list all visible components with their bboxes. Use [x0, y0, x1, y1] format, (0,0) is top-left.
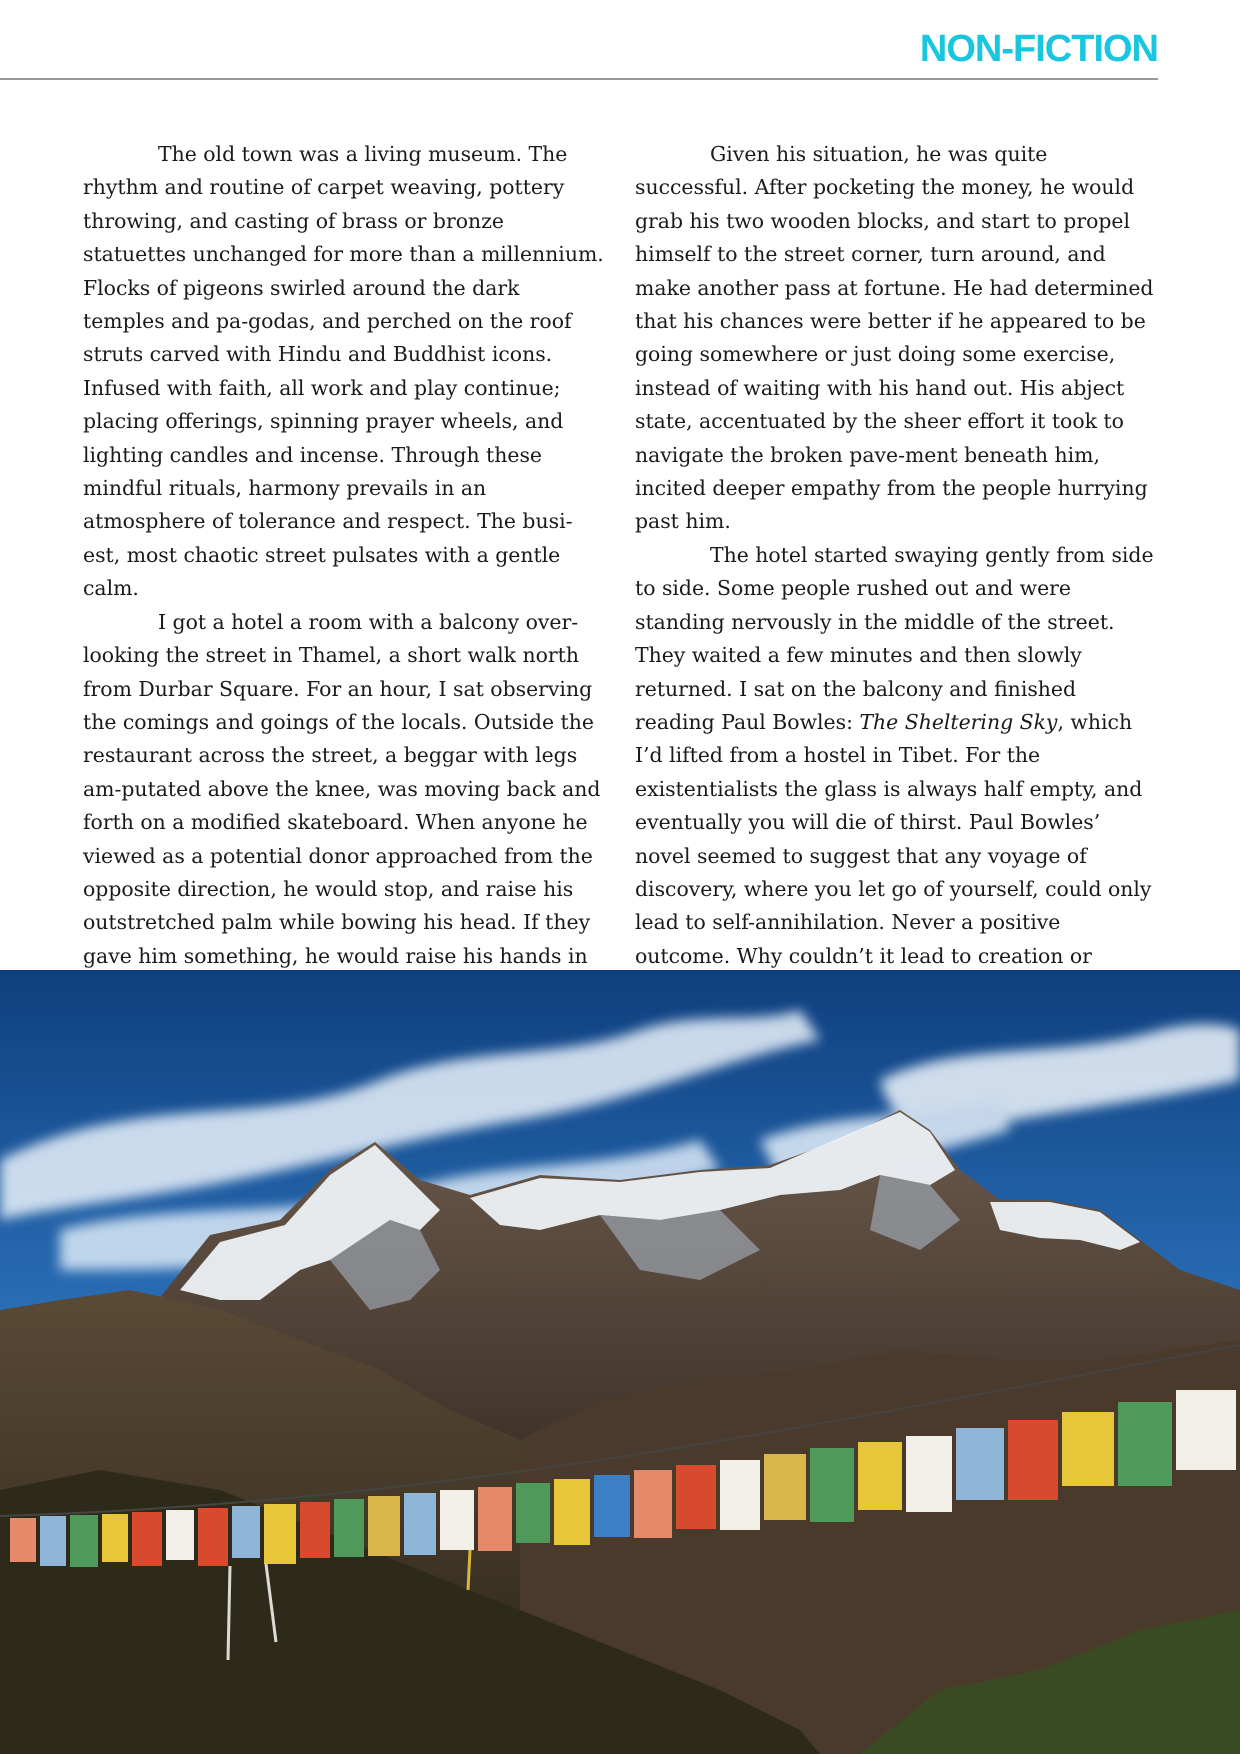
left-column [83, 138, 605, 968]
book-title: The Sheltering Sky [859, 709, 1058, 734]
mountain-photo [0, 970, 1240, 1754]
paragraph: I got a hotel a room with a balcony over-looking the street in Thamel, a short walk north from Durbar Square. For an hour, I sat observing the comings and goings of the locals. Outside the restaurant across the street, a beggar with legs am-putated above the knee, was moving back and forth on a modified skateboard. When anyone he viewed as a potential donor approached from the opposite direction, he would stop, and raise his outstretched palm while bowing his head. If they gave him something, he would raise his hands in [83, 609, 601, 968]
section-label: NON-FICTION [919, 28, 1158, 70]
paragraph: Given his situation, he was quite successful. After pocketing the money, he would grab his two wooden blocks, and start to propel himself to the street corner, turn around, and make another pass at fortune. He had determined that his chances were better if he appeared to be going somewhere or just doing some exercise, instead of waiting with his hand out. His abject state, accentuated by the sheer effort it took to navigate the broken pave-ment beneath him, incited deeper empathy from the people hurrying past him. [635, 142, 1154, 534]
right-column [635, 138, 1157, 968]
header-divider [0, 78, 1158, 80]
mountain-illustration [0, 970, 1240, 1754]
paragraph-text: The hotel started swaying gently from side to side. Some people rushed out and were standing nervously in the middle of the street. They waited a few minutes and then slowly returned. I sat on the balcony and finished reading Paul Bowles: [635, 542, 1154, 734]
paragraph [635, 539, 1157, 1007]
paragraph: The old town was a living museum. The rhythm and routine of carpet weaving, pottery throwing, and casting of brass or bronze statuettes unchanged for more than a millennium. Flocks of pigeons swirled around the dark temples and pa-godas, and perched on the roof struts carved with Hindu and Buddhist icons. Infused with faith, all work and play continue; placing offerings, spinning prayer wheels, and lighting candles and incense. Through these mindful rituals, harmony prevails in an atmosphere of tolerance and respect. The busi-est, most chaotic street pulsates with a gentle calm. [83, 142, 604, 601]
paragraph-text: , which I’d lifted from a hostel in Tibet. For the existentialists the glass is always half empty, and eventually you will die of thirst. Paul Bowles’ novel seemed to suggest that any voyage of discovery, where you let go of yourself, could only lead to self-annihilation. Never a positive outcome. Why couldn’t it lead to creation or [635, 709, 1152, 968]
article-body [83, 138, 1157, 968]
